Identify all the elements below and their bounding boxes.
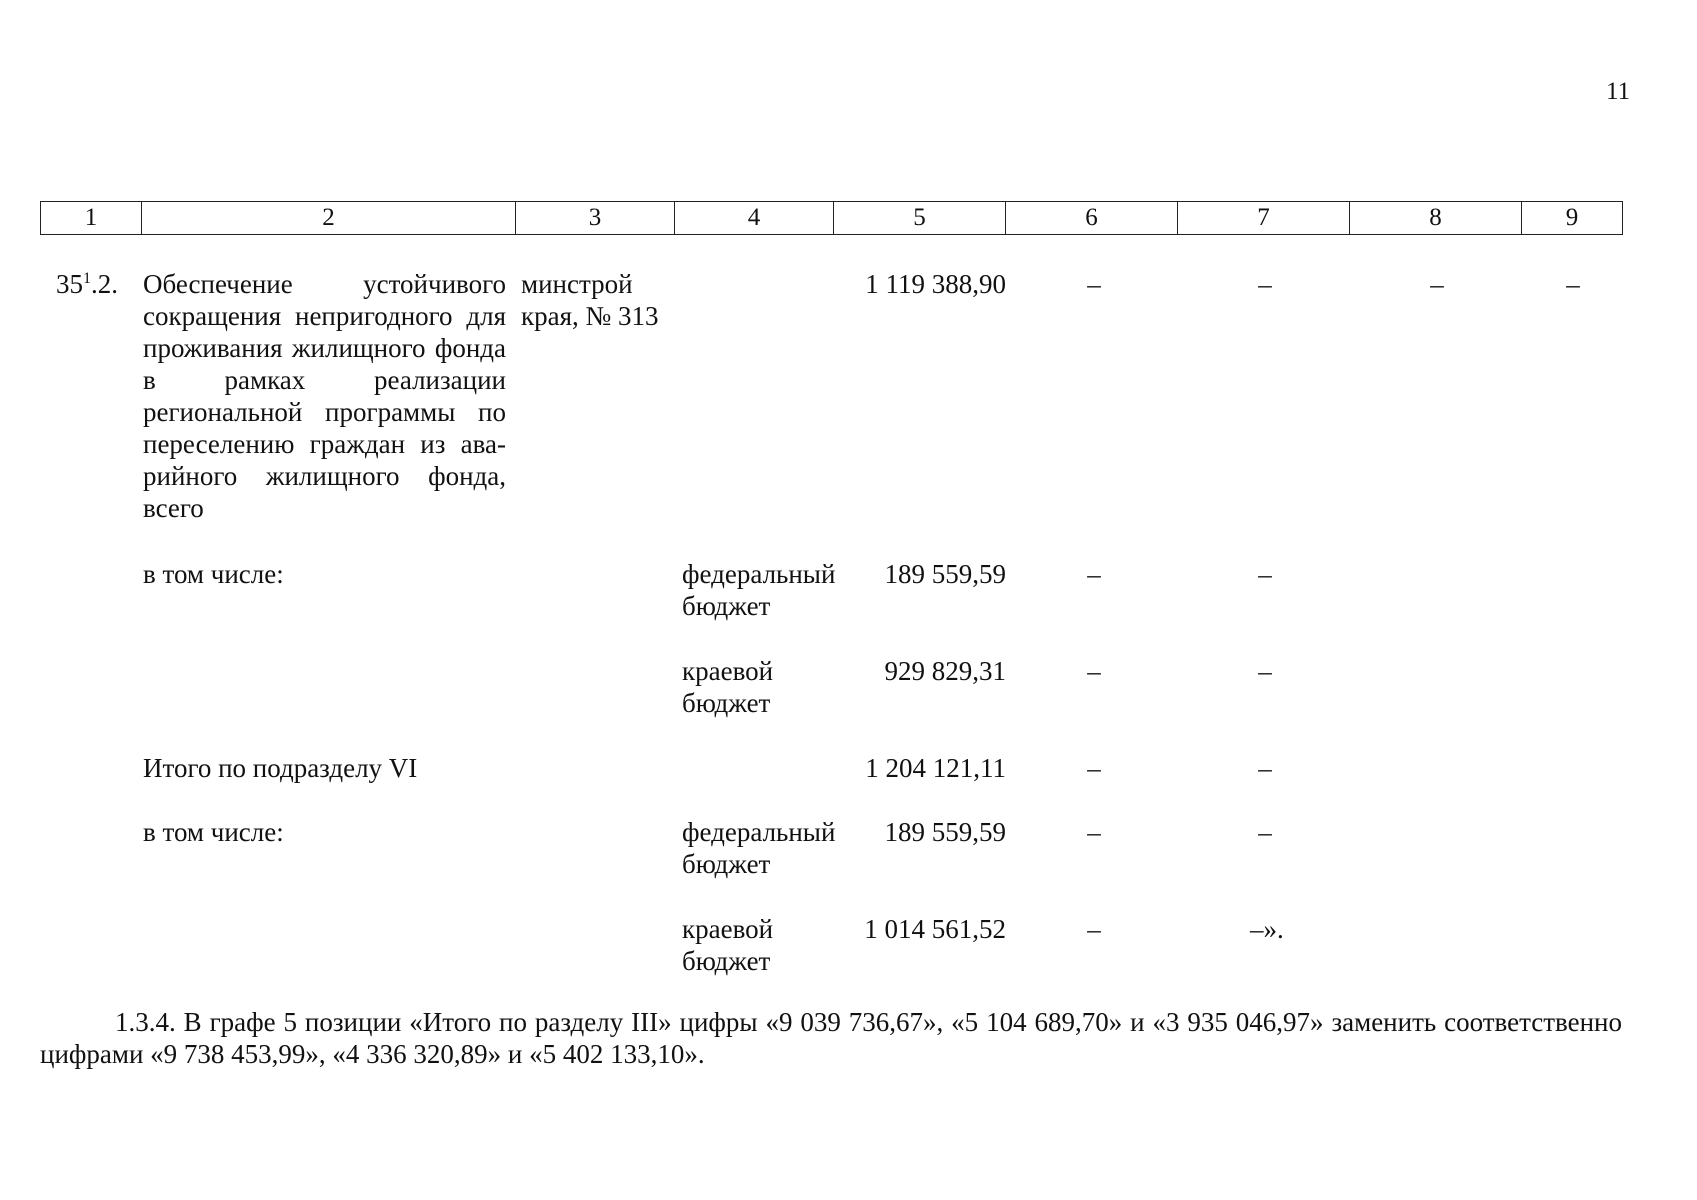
row4-source: федеральный бюджет xyxy=(682,817,836,879)
item-col7: – xyxy=(1258,269,1272,299)
item-amount: 1 119 388,90 xyxy=(865,269,1006,299)
row1-label: в том числе: xyxy=(143,559,284,589)
row5-amount: 1 014 561,52 xyxy=(864,914,1006,944)
row1-amount: 189 559,59 xyxy=(884,559,1006,589)
row3-col7: – xyxy=(1258,753,1272,783)
header-col-7: 7 xyxy=(1178,202,1350,235)
header-col-5: 5 xyxy=(834,202,1006,235)
item-number-suffix: .2. xyxy=(91,269,118,299)
row5-source: краевой бюджет xyxy=(682,914,774,976)
row3-label: Итого по подразделу VI xyxy=(143,753,418,783)
item-number-base: 35 xyxy=(56,269,83,299)
row5-col7: –». xyxy=(1250,914,1284,944)
header-col-2: 2 xyxy=(142,202,516,235)
row1-source: федеральный бюджет xyxy=(682,559,836,621)
row3-col6: – xyxy=(1087,753,1101,783)
page-number: 11 xyxy=(1606,78,1631,105)
row2-col6: – xyxy=(1087,656,1101,686)
amendment-paragraph: 1.3.4. В графе 5 позиции «Итого по разделу III» цифры «9 039 736,67», «5 104 689,70» и «3 935 046,97» заменить соответственно цифрами «9 738 453,99», «4 336 320,89» и «5 402 133,10». xyxy=(40,1007,1622,1069)
row2-source: краевой бюджет xyxy=(682,656,774,718)
row4-col6: – xyxy=(1087,817,1101,847)
item-col9: – xyxy=(1566,269,1580,299)
row1-col6: – xyxy=(1087,559,1101,589)
row2-amount: 929 829,31 xyxy=(884,656,1006,686)
row1-col7: – xyxy=(1258,559,1272,589)
row4-amount: 189 559,59 xyxy=(884,817,1006,847)
header-col-3: 3 xyxy=(516,202,675,235)
item-organization: минстрой края, № 313 xyxy=(521,269,659,331)
item-col6: – xyxy=(1087,269,1101,299)
row3-amount: 1 204 121,11 xyxy=(865,753,1006,783)
item-col8: – xyxy=(1430,269,1444,299)
item-number-superscript: 1 xyxy=(83,270,91,287)
header-col-1: 1 xyxy=(41,202,142,235)
item-description: Обеспечение устойчивого сокращения непригодного для проживания жилищного фонда в рамках реализации региональной программы по переселению граждан из аварийного жилищного фонда, всего xyxy=(143,269,506,523)
header-col-9: 9 xyxy=(1522,202,1623,235)
item-number xyxy=(56,268,118,300)
row5-col6: – xyxy=(1087,914,1101,944)
row4-label: в том числе: xyxy=(143,817,284,847)
header-col-8: 8 xyxy=(1350,202,1522,235)
row2-col7: – xyxy=(1258,656,1272,686)
header-col-4: 4 xyxy=(675,202,834,235)
header-col-6: 6 xyxy=(1006,202,1178,235)
column-number-header xyxy=(40,201,1623,235)
row4-col7: – xyxy=(1258,817,1272,847)
